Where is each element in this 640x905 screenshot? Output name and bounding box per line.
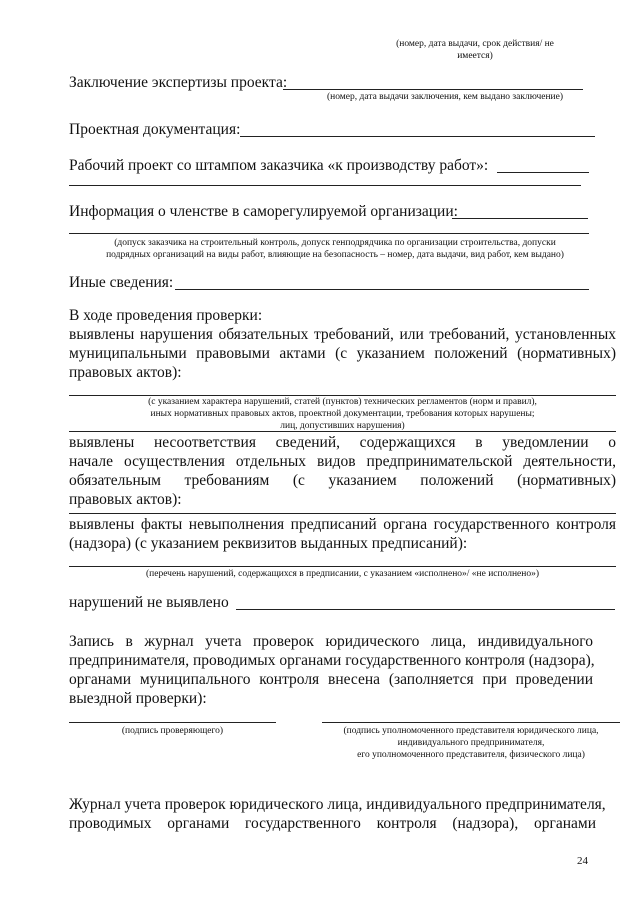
mismatch-paragraph bbox=[69, 433, 616, 509]
journal-absent-line: проводимых органами государственного контроля (надзора), органами bbox=[69, 815, 596, 832]
no-violations-input-line[interactable] bbox=[236, 609, 615, 610]
inspector-signature-caption: (подпись проверяющего) bbox=[121, 726, 224, 736]
working-project-input-line-2[interactable] bbox=[69, 185, 581, 186]
expertise-label: Заключение экспертизы проекта: bbox=[69, 74, 288, 91]
working-project-input-line[interactable] bbox=[497, 172, 589, 173]
orders-paragraph bbox=[69, 515, 616, 553]
mismatch-line: начале осуществления отдельных видов предпринимательской деятельности, bbox=[69, 453, 616, 470]
journal-entry-line: выездной проверки): bbox=[69, 690, 207, 707]
inspector-signature-line[interactable] bbox=[69, 722, 276, 723]
top-note bbox=[370, 38, 580, 62]
journal-absent-line: Журнал учета проверок юридического лица, индивидуального предпринимателя, bbox=[69, 796, 606, 813]
representative-caption-line: (подпись уполномоченного представителя юридического лица, bbox=[343, 726, 599, 736]
journal-entry-line: Запись в журнал учета проверок юридического лица, индивидуального bbox=[69, 633, 593, 650]
representative-signature-caption bbox=[322, 725, 620, 761]
violations-note-line: (с указанием характера нарушений, статей (пунктов) технических регламентов (норм и правил), bbox=[148, 397, 537, 407]
representative-signature-line[interactable] bbox=[322, 722, 620, 723]
mismatch-line: выявлены несоответствия сведений, содержащихся в уведомлении о bbox=[69, 434, 616, 451]
journal-entry-line: предпринимателя, проводимых органами государственного контроля (надзора), bbox=[69, 652, 595, 669]
orders-line: (надзора) (с указанием реквизитов выданных предписаний): bbox=[69, 535, 468, 552]
representative-caption-line: его уполномоченного представителя, физического лица) bbox=[357, 750, 585, 760]
other-input-line[interactable] bbox=[175, 289, 589, 290]
page-number: 24 bbox=[577, 855, 588, 867]
expertise-input-line[interactable] bbox=[283, 89, 583, 90]
project-docs-label: Проектная документация: bbox=[69, 121, 241, 138]
violations-line: муниципальными правовыми актами (с указанием положений (нормативных) bbox=[69, 345, 616, 362]
representative-caption-line: индивидуального предпринимателя, bbox=[397, 738, 545, 748]
journal-entry-paragraph bbox=[69, 632, 593, 708]
inspection-heading: В ходе проведения проверки: bbox=[69, 307, 263, 324]
violations-line: выявлены нарушения обязательных требований, или требований, установленных bbox=[69, 326, 616, 343]
mismatch-line: правовых актов): bbox=[69, 491, 182, 508]
sro-note-line: подрядных организаций на виды работ, влияющие на безопасность – номер, дата выдачи, вид работ, кем выдано) bbox=[106, 250, 564, 260]
sro-note bbox=[60, 237, 610, 261]
working-project-label: Рабочий проект со штампом заказчика «к производству работ»: bbox=[69, 157, 489, 174]
sro-input-line[interactable] bbox=[452, 218, 588, 219]
violations-note-line: иных нормативных правовых актов, проектной документации, требования которых нарушены; bbox=[150, 409, 535, 419]
violations-note-line: лиц, допустивших нарушения) bbox=[280, 421, 405, 431]
violations-note bbox=[69, 396, 616, 432]
journal-absent-paragraph bbox=[69, 795, 606, 833]
orders-line: выявлены факты невыполнения предписаний органа государственного контроля bbox=[69, 516, 616, 533]
project-docs-input-line[interactable] bbox=[240, 136, 595, 137]
violations-note-underline bbox=[69, 431, 616, 432]
violations-line: правовых актов): bbox=[69, 364, 182, 381]
orders-input-line[interactable] bbox=[69, 566, 616, 567]
mismatch-input-line[interactable] bbox=[69, 513, 616, 514]
top-note-line: (номер, дата выдачи, срок действия/ не bbox=[396, 39, 554, 49]
top-note-line: имеется) bbox=[457, 51, 493, 61]
mismatch-line: обязательным требованиям (с указанием положений (нормативных) bbox=[69, 472, 616, 489]
sro-input-line-2[interactable] bbox=[69, 233, 589, 234]
other-label: Иные сведения: bbox=[69, 274, 174, 291]
violations-paragraph bbox=[69, 325, 616, 382]
sro-note-line: (допуск заказчика на строительный контроль, допуск генподрядчика по организации строительства, допуски bbox=[114, 238, 556, 248]
expertise-note: (номер, дата выдачи заключения, кем выдано заключение) bbox=[326, 92, 564, 102]
journal-entry-line: органами муниципального контроля внесена (заполняется при проведении bbox=[69, 671, 593, 688]
sro-label: Информация о членстве в саморегулируемой организации: bbox=[69, 203, 458, 220]
orders-note: (перечень нарушений, содержащихся в предписании, с указанием «исполнено»/ «не исполнено») bbox=[145, 569, 540, 579]
no-violations-label: нарушений не выявлено bbox=[69, 594, 229, 611]
